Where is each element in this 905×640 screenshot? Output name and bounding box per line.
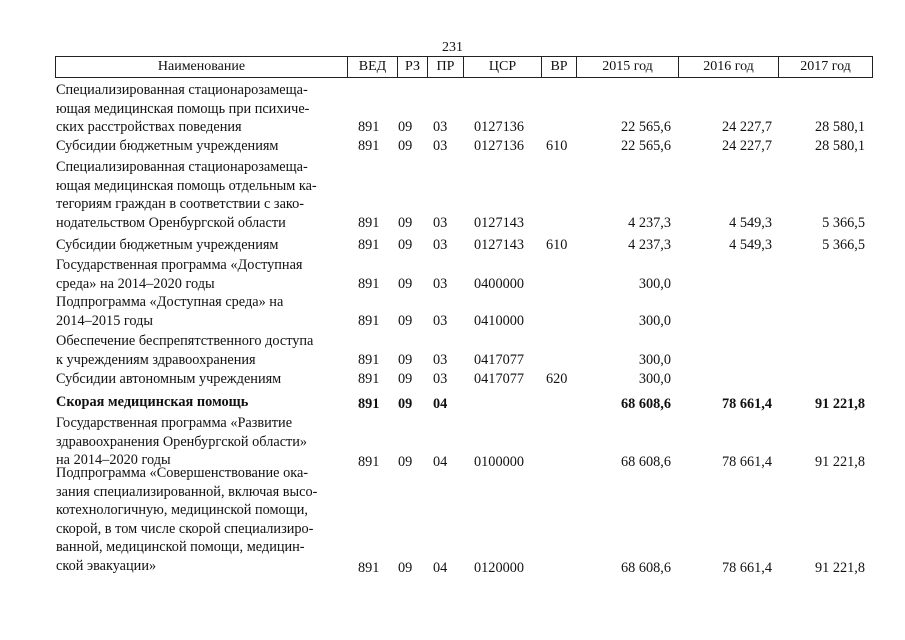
cell-2017: 5 366,5 [822, 237, 865, 253]
cell-csr: 0410000 [474, 312, 525, 329]
cell-2016: 24 227,7 [721, 138, 772, 154]
cell-name-line: Государственная программа «Развитие [56, 415, 293, 431]
page-number: 231 [442, 40, 463, 55]
cell-2015: 68 608,6 [620, 559, 671, 576]
cell-2017: 28 580,1 [814, 119, 865, 135]
cell-name-line: Скорая медицинская помощь [56, 394, 249, 410]
cell-ved: 891 [358, 119, 380, 135]
cell-pr: 03 [433, 237, 448, 253]
cell-name-line: Субсидии автономным учреждениям [56, 371, 282, 387]
cell-pr: 04 [433, 454, 448, 470]
cell-name-line: Обеспечение беспрепятственного доступа [56, 333, 314, 349]
cell-2017: 91 221,8 [814, 454, 865, 470]
cell-name-line: нодательством Оренбургской области [56, 214, 286, 231]
cell-ved: 891 [358, 396, 380, 412]
cell-2015: 300,0 [638, 312, 671, 329]
cell-csr: 0127136 [474, 138, 525, 154]
cell-name-line: тегориям граждан в соответствии с зако- [56, 196, 305, 212]
cell-vr: 620 [546, 371, 568, 387]
cell-rz: 09 [398, 454, 413, 470]
cell-2016: 78 661,4 [721, 559, 772, 576]
header-ved: ВЕД [347, 57, 397, 77]
header-2017: 2017 год [778, 57, 873, 77]
header-vr: ВР [541, 57, 576, 77]
cell-ved: 891 [358, 454, 380, 470]
cell-name-line: к учреждениям здравоохранения [56, 351, 256, 368]
cell-pr: 03 [433, 214, 448, 231]
cell-pr: 03 [433, 138, 448, 154]
cell-csr: 0127143 [474, 214, 525, 231]
cell-name-line: среда» на 2014–2020 годы [56, 275, 215, 292]
header-name: Наименование [55, 57, 347, 77]
cell-name-line: Государственная программа «Доступная [56, 257, 303, 273]
cell-rz: 09 [398, 214, 413, 231]
cell-2015: 300,0 [638, 351, 671, 368]
cell-pr: 03 [433, 119, 448, 135]
cell-name-line: Специализированная стационарозамеща- [56, 159, 308, 175]
cell-ved: 891 [358, 559, 380, 576]
cell-pr: 03 [433, 312, 448, 329]
cell-csr: 0120000 [474, 559, 525, 576]
cell-pr: 03 [433, 351, 448, 368]
cell-ved: 891 [358, 312, 380, 329]
cell-2015: 22 565,6 [620, 138, 671, 154]
header-csr: ЦСР [463, 57, 541, 77]
cell-name-line: скорой, в том числе скорой специализиро- [56, 520, 314, 537]
cell-name-line: котехнологичную, медицинской помощи, [56, 502, 308, 518]
cell-name-line: ющая медицинская помощь при психиче- [56, 100, 310, 117]
cell-name-line: ванной, медицинской помощи, медицин- [56, 539, 305, 555]
cell-rz: 09 [398, 312, 413, 329]
cell-rz: 09 [398, 138, 413, 154]
cell-csr: 0417077 [474, 351, 525, 368]
cell-2015: 4 237,3 [628, 237, 671, 253]
cell-csr: 0127143 [474, 237, 525, 253]
cell-ved: 891 [358, 138, 380, 154]
cell-2015: 4 237,3 [628, 214, 671, 231]
cell-2016: 78 661,4 [721, 396, 772, 412]
cell-ved: 891 [358, 275, 380, 292]
cell-csr: 0100000 [474, 454, 525, 470]
cell-name-line: Подпрограмма «Доступная среда» на [56, 294, 284, 310]
cell-name-line: Специализированная стационарозамеща- [56, 82, 308, 98]
cell-name-line: 2014–2015 годы [56, 312, 154, 329]
cell-ved: 891 [358, 237, 380, 253]
header-2015: 2015 год [576, 57, 678, 77]
cell-2016: 4 549,3 [729, 237, 772, 253]
cell-name-line: ских расстройствах поведения [56, 119, 242, 135]
cell-2016: 78 661,4 [721, 454, 772, 470]
cell-2015: 300,0 [638, 275, 671, 292]
cell-pr: 04 [433, 396, 448, 412]
cell-ved: 891 [358, 351, 380, 368]
cell-rz: 09 [398, 396, 413, 412]
cell-vr: 610 [546, 138, 568, 154]
header-rz: РЗ [397, 57, 427, 77]
cell-2017: 5 366,5 [822, 214, 865, 231]
cell-csr: 0417077 [474, 371, 525, 387]
cell-name-line: здравоохранения Оренбургской области» [56, 433, 308, 450]
cell-csr: 0127136 [474, 119, 525, 135]
cell-name-line: Подпрограмма «Совершенствование ока- [56, 465, 309, 481]
cell-2017: 91 221,8 [814, 396, 865, 412]
cell-csr: 0400000 [474, 275, 525, 292]
cell-2016: 4 549,3 [729, 214, 772, 231]
header-2016: 2016 год [678, 57, 778, 77]
cell-ved: 891 [358, 371, 380, 387]
cell-rz: 09 [398, 275, 413, 292]
cell-rz: 09 [398, 351, 413, 368]
cell-name-line: ской эвакуации» [56, 557, 157, 574]
cell-pr: 03 [433, 371, 448, 387]
cell-rz: 09 [398, 237, 413, 253]
cell-2015: 68 608,6 [620, 454, 671, 470]
cell-pr: 04 [433, 559, 448, 576]
cell-ved: 891 [358, 214, 380, 231]
cell-name-line: Субсидии бюджетным учреждениям [56, 237, 279, 253]
cell-2017: 28 580,1 [814, 138, 865, 154]
cell-vr: 610 [546, 237, 568, 253]
cell-pr: 03 [433, 275, 448, 292]
cell-rz: 09 [398, 119, 413, 135]
cell-name-line: зания специализированной, включая высо- [56, 483, 318, 500]
cell-2015: 22 565,6 [620, 119, 671, 135]
header-pr: ПР [427, 57, 463, 77]
cell-rz: 09 [398, 559, 413, 576]
cell-2017: 91 221,8 [814, 559, 865, 576]
cell-name-line: Субсидии бюджетным учреждениям [56, 138, 279, 154]
table-header [55, 56, 873, 78]
cell-name-line: ющая медицинская помощь отдельным ка- [56, 177, 317, 194]
cell-2016: 24 227,7 [721, 119, 772, 135]
cell-2015: 300,0 [638, 371, 671, 387]
cell-rz: 09 [398, 371, 413, 387]
cell-name-line: на 2014–2020 годы [56, 452, 171, 468]
cell-2015: 68 608,6 [620, 396, 671, 412]
